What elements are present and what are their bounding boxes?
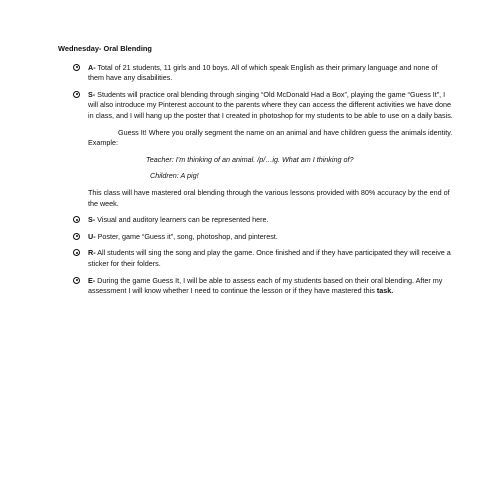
list-item-r xyxy=(58,248,453,269)
teacher-example: Teacher: I’m thinking of an animal. /p/…ig. What am I thinking of? xyxy=(146,154,354,164)
mastery-paragraph: This class will have mastered oral blending through the various lessons provided with 80% accuracy by the end of the week. xyxy=(88,187,450,208)
item-key: E- xyxy=(88,275,96,285)
item-text-bold-tail: task. xyxy=(376,286,394,296)
circle-bullet-icon xyxy=(73,216,80,223)
item-key: A- xyxy=(88,62,96,72)
item-key: U- xyxy=(88,231,96,241)
item-text: Visual and auditory learners can be represented here. xyxy=(95,215,269,225)
circle-bullet-icon xyxy=(73,233,80,240)
item-text: Total of 21 students, 11 girls and 10 boys. All of which speak English as their primary language and none of them have any disabilities. xyxy=(88,62,438,83)
list-item-s xyxy=(58,90,453,122)
item-key: S- xyxy=(88,215,96,225)
item-text: Poster, game “Guess it”, song, photoshop, and pinterest. xyxy=(95,231,278,241)
list-item-u xyxy=(58,232,453,243)
list-item-s2 xyxy=(58,215,453,226)
guess-it-paragraph: Guess It! Where you orally segment the name on an animal and have children guess the animals identity. Example: xyxy=(88,127,453,148)
children-example: Children: A pig! xyxy=(150,171,199,181)
circle-bullet-icon xyxy=(73,91,80,98)
page-title: Wednesday- Oral Blending xyxy=(58,44,152,53)
item-text: During the game Guess It, I will be able to assess each of my students based on their oral blending. After my assessment I will know whether I need to continue the lesson or if they have mastered this xyxy=(88,275,443,296)
item-text: All students will sing the song and play the game. Once finished and if they have participated they will receive a sticker for their folders. xyxy=(88,248,451,268)
document-page xyxy=(58,44,453,303)
item-text: Students will practice oral blending through singing “Old McDonald Had a Box”, playing the game “Guess It”, I will also introduce my Pinterest account to the parents where they can access the different activities we have done in class, and I will hang up the poster that I created in photoshop for my students to be able to use on a daily basis. xyxy=(88,89,453,120)
circle-bullet-icon xyxy=(73,277,80,284)
circle-bullet-icon xyxy=(73,64,80,71)
item-key: S- xyxy=(88,89,96,99)
list-item-a xyxy=(58,63,453,84)
list-item-e xyxy=(58,276,453,297)
item-key: R- xyxy=(88,248,96,258)
circle-bullet-icon xyxy=(73,249,80,256)
